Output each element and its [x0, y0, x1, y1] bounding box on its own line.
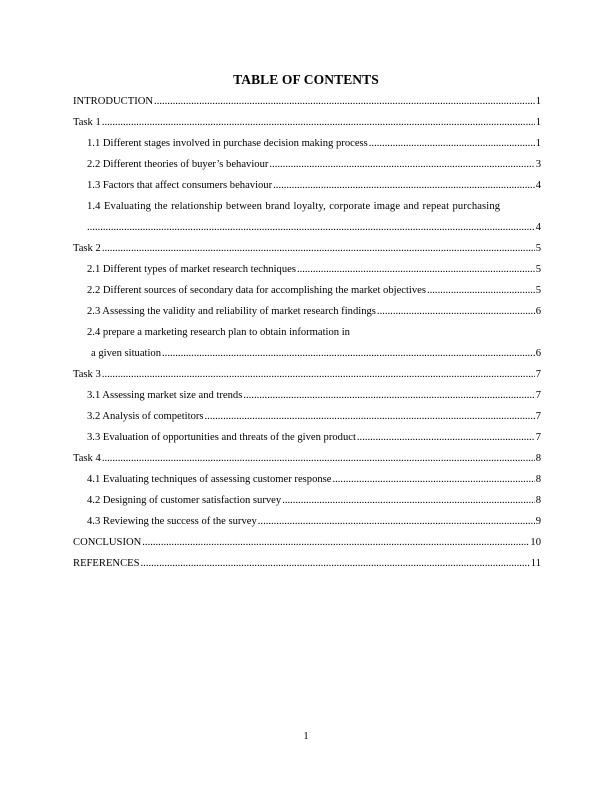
toc-entry-conclusion[interactable] [73, 534, 541, 552]
toc-entry-1-3[interactable] [87, 177, 541, 195]
toc-entry-1-4[interactable] [87, 198, 541, 216]
toc-heading: TABLE OF CONTENTS [233, 72, 379, 87]
toc-leader-dots [102, 114, 535, 132]
toc-entry-label: 4.1 Evaluating techniques of assessing customer response [87, 474, 332, 485]
toc-entry-label: 1.3 Factors that affect consumers behaviour [87, 180, 273, 191]
toc-entry-page: 7 [535, 369, 541, 380]
toc-entry-3-2[interactable] [87, 408, 541, 426]
toc-entry-label: 2.2 Different sources of secondary data for accomplishing the market objectives [87, 285, 426, 296]
toc-entry-references[interactable] [73, 555, 541, 573]
toc-entry-label: 2.4 prepare a marketing research plan to obtain information in [87, 327, 350, 338]
toc-entry-label: 1.1 Different stages involved in purchase decision making process [87, 138, 368, 149]
toc-entry-task-2[interactable] [73, 240, 541, 258]
toc-leader-dots [141, 555, 530, 573]
toc-entry-3-3[interactable] [87, 429, 541, 447]
toc-entry-label: Task 3 [73, 369, 101, 380]
footer-page-number: 1 [303, 731, 309, 742]
toc-entry-page: 5 [535, 285, 541, 296]
toc-entry-page: 8 [535, 474, 541, 485]
toc-entry-page: 7 [535, 390, 541, 401]
toc-entry-1-1[interactable] [87, 135, 541, 153]
toc-entry-label: 2.2 Different theories of buyer’s behaviour [87, 159, 269, 170]
toc-entry-page: 8 [535, 495, 541, 506]
toc-entry-task-4[interactable] [73, 450, 541, 468]
toc-leader-dots [162, 345, 535, 363]
toc-entry-page: 1 [535, 117, 541, 128]
toc-entry-1-4-continued[interactable] [87, 219, 541, 237]
toc-entry-label: Task 4 [73, 453, 101, 464]
toc-entry-page: 1 [535, 96, 541, 107]
toc-leader-dots [154, 93, 535, 111]
toc-entry-2-4-continued[interactable] [91, 345, 541, 363]
toc-entry-page: 1 [535, 138, 541, 149]
toc-leader-dots [142, 534, 529, 552]
toc-leader-dots [102, 366, 535, 384]
toc-entry-label: REFERENCES [73, 558, 140, 569]
toc-entry-label: a given situation [91, 348, 162, 359]
toc-leader-dots [269, 156, 534, 174]
toc-entry-page: 5 [535, 264, 541, 275]
toc-leader-dots [369, 135, 535, 153]
toc-leader-dots [102, 240, 535, 258]
toc-entry-label: 1.4 Evaluating the relationship between brand loyalty, corporate image and repeat purchasing [87, 201, 501, 212]
toc-entry-page: 8 [535, 453, 541, 464]
toc-entry-label: 2.3 Assessing the validity and reliability of market research findings [87, 306, 376, 317]
toc-leader-dots [377, 303, 535, 321]
toc-entry-label: 3.3 Evaluation of opportunities and threats of the given product [87, 432, 356, 443]
toc-entry-label: INTRODUCTION [73, 96, 154, 107]
toc-leader-dots [282, 492, 535, 510]
toc-entry-2-1[interactable] [87, 261, 541, 279]
toc-leader-dots [297, 261, 535, 279]
toc-entry-page: 7 [535, 411, 541, 422]
toc-entry-page: 10 [530, 537, 541, 548]
toc-leader-dots [87, 219, 535, 237]
toc-leader-dots [427, 282, 535, 300]
toc-entry-page: 4 [535, 222, 541, 233]
toc-entry-4-2[interactable] [87, 492, 541, 510]
toc-entry-4-1[interactable] [87, 471, 541, 489]
toc-entry-2-2-theories[interactable] [87, 156, 541, 174]
toc-entry-task-1[interactable] [73, 114, 541, 132]
toc-leader-dots [258, 513, 535, 531]
toc-entry-3-1[interactable] [87, 387, 541, 405]
toc-entry-label: CONCLUSION [73, 537, 142, 548]
toc-leader-dots [273, 177, 535, 195]
toc-entry-page: 3 [535, 159, 541, 170]
toc-entry-label: 4.3 Reviewing the success of the survey [87, 516, 257, 527]
toc-entry-page: 4 [535, 180, 541, 191]
toc-leader-dots [332, 471, 534, 489]
toc-leader-dots [205, 408, 535, 426]
toc-entry-label: Task 2 [73, 243, 101, 254]
toc-entry-label: 4.2 Designing of customer satisfaction survey [87, 495, 282, 506]
toc-entry-label: 3.1 Assessing market size and trends [87, 390, 243, 401]
toc-entry-page: 9 [535, 516, 541, 527]
toc-entry-page: 11 [530, 558, 541, 569]
toc-entry-label: Task 1 [73, 117, 101, 128]
toc-entry-page: 6 [535, 306, 541, 317]
toc-entry-2-4[interactable] [87, 324, 541, 342]
toc-leader-dots [243, 387, 534, 405]
toc-leader-dots [357, 429, 535, 447]
toc-entry-4-3[interactable] [87, 513, 541, 531]
toc-leader-dots [102, 450, 535, 468]
toc-entry-page: 5 [535, 243, 541, 254]
toc-entry-label: 2.1 Different types of market research techniques [87, 264, 296, 275]
toc-entry-2-3[interactable] [87, 303, 541, 321]
toc-entry-2-2[interactable] [87, 282, 541, 300]
toc-entry-page: 6 [535, 348, 541, 359]
toc-entry-page: 7 [535, 432, 541, 443]
toc-entry-label: 3.2 Analysis of competitors [87, 411, 204, 422]
toc-entry-introduction[interactable] [73, 93, 541, 111]
toc-entry-task-3[interactable] [73, 366, 541, 384]
